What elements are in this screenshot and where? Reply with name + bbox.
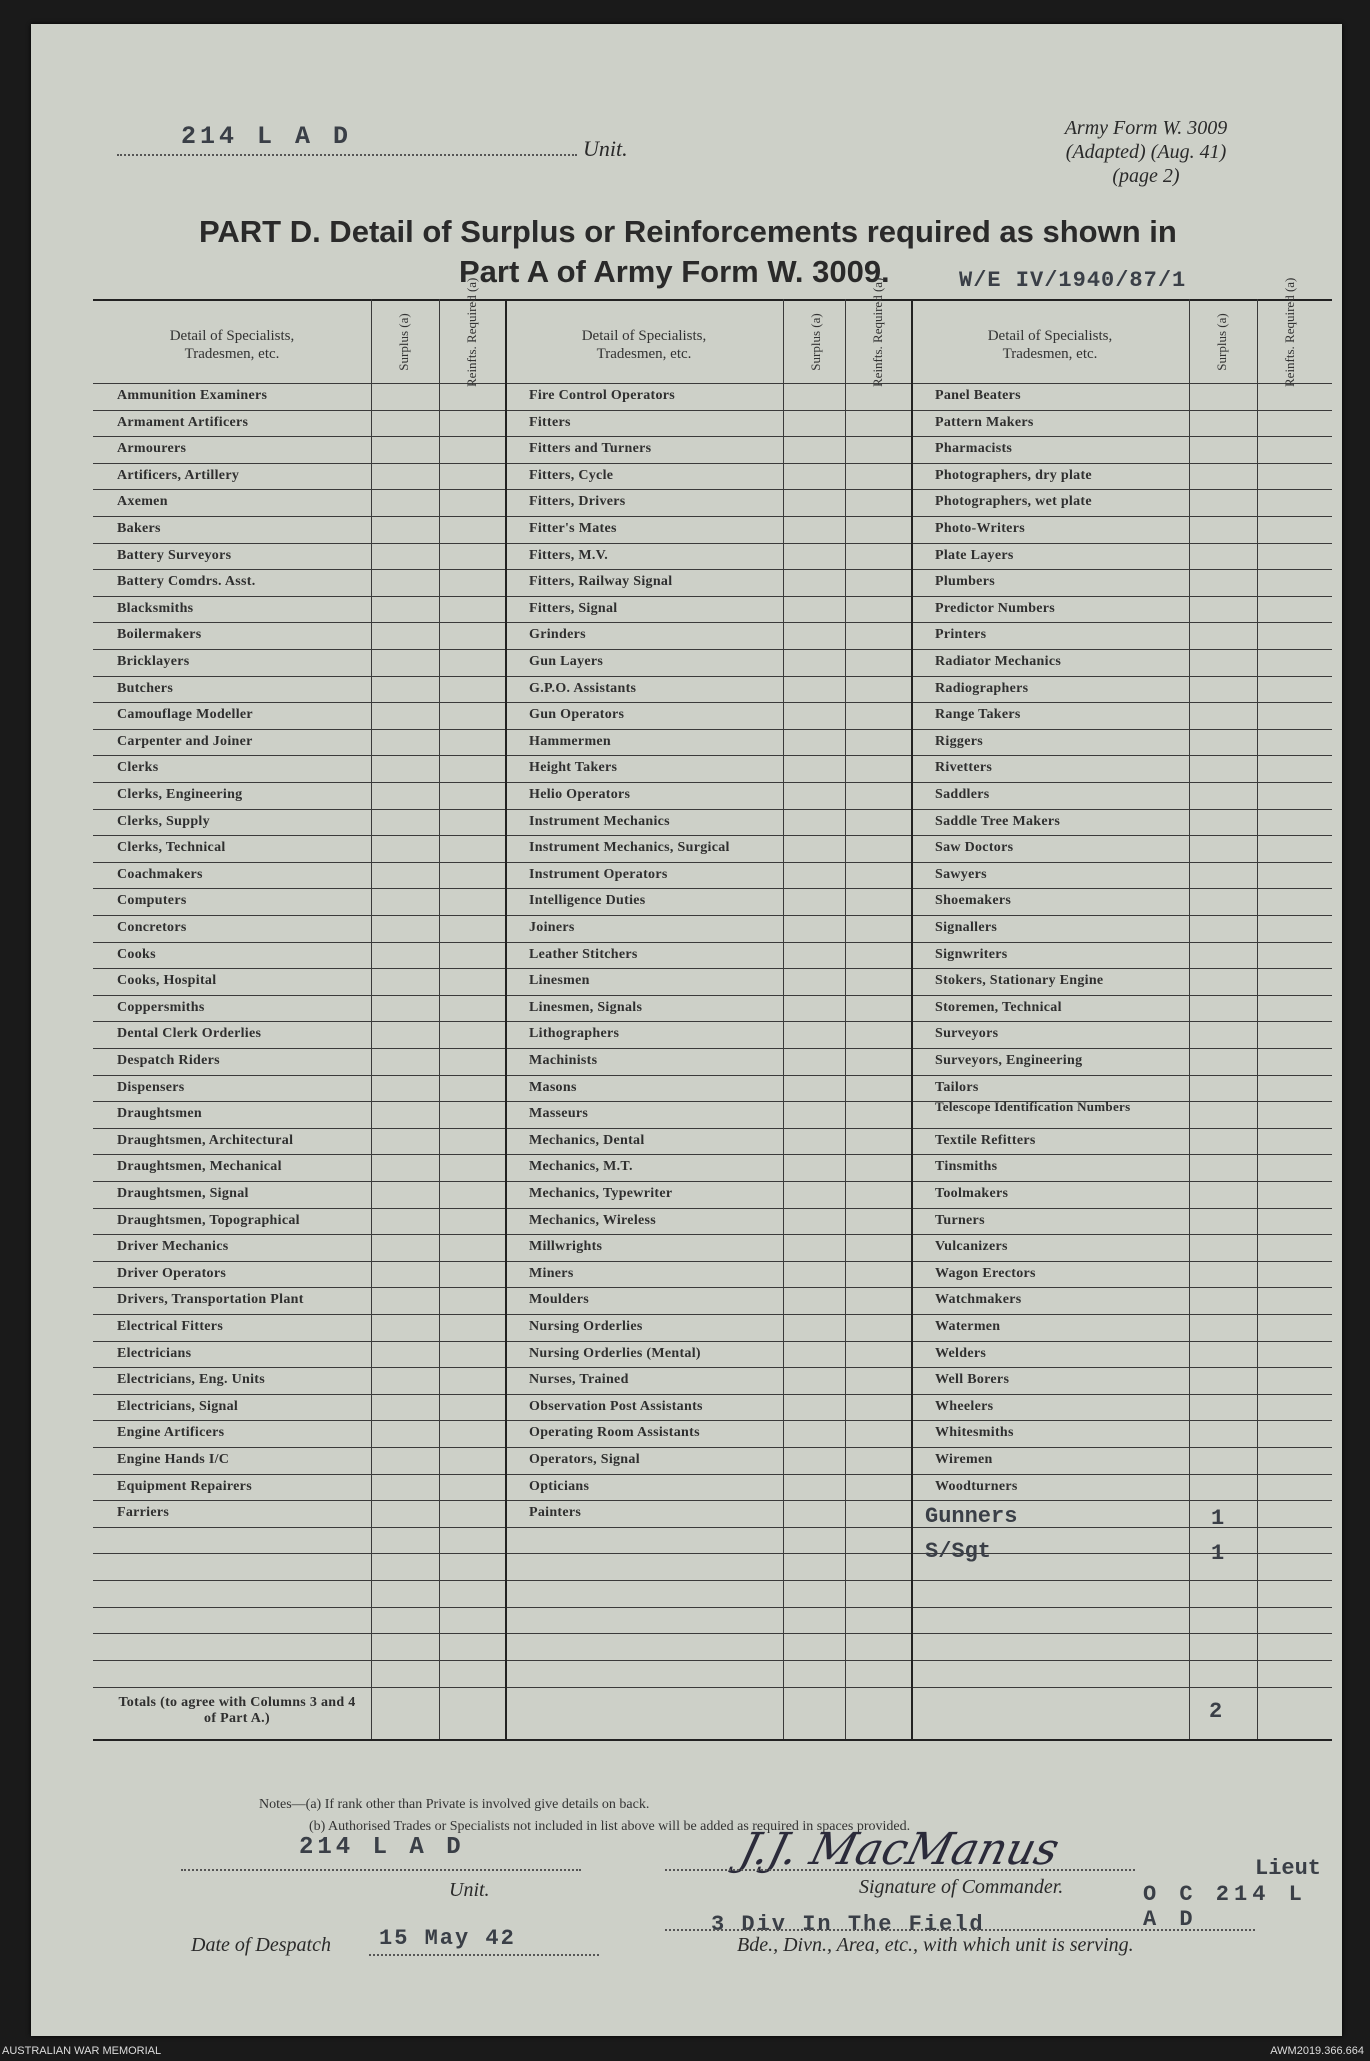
entry-label: Masseurs [529, 1106, 589, 1122]
signature-line [665, 1869, 1135, 1871]
entry-label: Fitters, Signal [529, 600, 618, 616]
table-row-line [93, 1075, 1332, 1076]
entry-label: Operators, Signal [529, 1452, 640, 1467]
section-divider [505, 299, 507, 1739]
entry-label: Surveyors [935, 1026, 999, 1042]
table-row-line [93, 1420, 1332, 1421]
table-row-line [93, 596, 1332, 597]
entry-label: Instrument Mechanics, Surgical [529, 840, 730, 856]
entry-label: Nursing Orderlies [529, 1319, 643, 1334]
entry-label: Saddlers [935, 787, 990, 802]
entry-label: Radiator Mechanics [935, 654, 1062, 669]
table-row-line [93, 1500, 1332, 1501]
bde-value: 3 Div In The Field [711, 1912, 985, 1937]
entry-label: Height Takers [529, 760, 618, 776]
entry-label: Driver Mechanics [117, 1239, 229, 1255]
entry-label: Telescope Identification Numbers [935, 1099, 1131, 1115]
section-divider [911, 299, 913, 1739]
entry-label: Cooks, Hospital [117, 973, 217, 989]
table-row-line [93, 968, 1332, 969]
entry-label: Grinders [529, 627, 586, 643]
entry-label: Bakers [117, 521, 161, 536]
table-row-line [93, 995, 1332, 996]
entry-label: Opticians [529, 1478, 590, 1494]
entry-label: Armament Artificers [117, 414, 249, 430]
footer-unit-value: 214 L A D [299, 1834, 465, 1861]
table-row-line [93, 1314, 1332, 1315]
col-divider [783, 299, 784, 1739]
extra-entry-label: Gunners [925, 1504, 1018, 1530]
entry-label: Masons [529, 1079, 577, 1095]
entry-label: Fitters, Cycle [529, 467, 614, 483]
table-header-border [93, 383, 1332, 384]
entry-label: Computers [117, 893, 187, 909]
entry-label: Blacksmiths [117, 600, 194, 616]
entry-label: Fitters [529, 414, 571, 430]
entry-label: Welders [935, 1345, 987, 1361]
unit-value: 214 L A D [181, 122, 353, 151]
entry-label: Lithographers [529, 1026, 620, 1042]
entry-label: Gun Layers [529, 654, 604, 669]
entry-label: Whitesmiths [935, 1425, 1014, 1441]
table-row-line [93, 1607, 1332, 1608]
table-bottom-border [93, 1739, 1332, 1741]
table-row-line [93, 1234, 1332, 1235]
col-divider [371, 299, 372, 1739]
table-row-line [93, 1048, 1332, 1049]
entry-label: Gun Operators [529, 707, 625, 723]
entry-label: Linesmen [529, 973, 590, 989]
entry-label: Armourers [117, 441, 187, 457]
rank: Lieut [1255, 1856, 1322, 1881]
entry-label: Fitters, M.V. [529, 547, 609, 563]
entry-label: Fire Control Operators [529, 388, 676, 403]
entry-label: Turners [935, 1212, 985, 1228]
entry-label: Moulders [529, 1292, 589, 1308]
totals-label: Totals (to agree with Columns 3 and 4 of Part A.) [118, 1695, 356, 1726]
entry-label: Drivers, Transportation Plant [117, 1292, 304, 1308]
table-row-line [93, 809, 1332, 810]
header-detail-1: Detail of Specialists, Tradesmen, etc. [169, 328, 295, 362]
entry-label: Printers [935, 627, 987, 643]
entry-label: Equipment Repairers [117, 1478, 252, 1494]
entry-label: Carpenter and Joiner [117, 733, 253, 749]
entry-label: Bricklayers [117, 654, 190, 669]
entry-label: Cooks [117, 946, 156, 962]
table-row-line [93, 835, 1332, 836]
entry-label: Hammermen [529, 733, 612, 749]
entry-label: Electrical Fitters [117, 1319, 224, 1334]
entry-label: Concretors [117, 920, 187, 935]
totals-surplus: 2 [1209, 1699, 1223, 1724]
entry-label: Tinsmiths [935, 1159, 998, 1175]
header-detail-2: Detail of Specialists, Tradesmen, etc. [581, 328, 707, 362]
entry-label: Draughtsmen, Mechanical [117, 1159, 282, 1175]
entry-label: Panel Beaters [935, 388, 1021, 403]
table-row-line [93, 782, 1332, 783]
entry-label: Electricians, Signal [117, 1398, 239, 1414]
entry-label: Millwrights [529, 1239, 603, 1255]
entry-label: Watermen [935, 1319, 1001, 1334]
form-ref-line1: Army Form W. 3009 [1064, 117, 1228, 139]
archive-name: AUSTRALIAN WAR MEMORIAL [2, 2045, 162, 2057]
entry-label: Coachmakers [117, 866, 203, 882]
entry-label: Engine Hands I/C [117, 1452, 230, 1467]
table-row-line [93, 1181, 1332, 1182]
entry-label: Draughtsmen, Signal [117, 1186, 249, 1201]
entry-label: Fitter's Mates [529, 521, 617, 536]
extra-entry-surplus: 1 [1211, 1506, 1225, 1532]
table-row-line [93, 516, 1332, 517]
table-row-line [93, 1287, 1332, 1288]
header-surplus-1: Surplus (a) [396, 313, 411, 371]
entry-label: Clerks, Supply [117, 813, 210, 829]
entry-label: Watchmakers [935, 1292, 1022, 1308]
entry-label: Painters [529, 1505, 582, 1521]
entry-label: Leather Stitchers [529, 946, 638, 962]
extra-entry-surplus: 1 [1211, 1540, 1225, 1566]
entry-label: Pharmacists [935, 441, 1013, 457]
header-surplus-2: Surplus (a) [808, 313, 823, 371]
table-top-border [93, 299, 1332, 301]
entry-label: Fitters and Turners [529, 441, 652, 457]
date-value: 15 May 42 [379, 1926, 516, 1951]
table-row-line [93, 1447, 1332, 1448]
entry-label: Surveyors, Engineering [935, 1053, 1083, 1068]
form-sheet [31, 24, 1342, 2036]
table-row-line [93, 463, 1332, 464]
table-row-line [93, 915, 1332, 916]
table-row-line [93, 1394, 1332, 1395]
table-row-line [93, 1527, 1332, 1528]
commander-signature: J.J. MacManus [734, 1824, 1065, 1875]
date-line [369, 1954, 599, 1956]
entry-label: Joiners [529, 920, 575, 935]
table-row-line [93, 489, 1332, 490]
entry-label: Rivetters [935, 760, 993, 776]
entry-label: Operating Room Assistants [529, 1425, 700, 1441]
entry-label: Storemen, Technical [935, 999, 1062, 1015]
officer-commanding: O C 214 L A D [1143, 1882, 1307, 1932]
form-ref-line2: (Adapted) (Aug. 41) [1065, 141, 1227, 163]
signature-label: Signature of Commander. [859, 1876, 1064, 1898]
table-totals-border [93, 1687, 1332, 1688]
entry-label: Riggers [935, 733, 983, 749]
entry-label: Mechanics, Wireless [529, 1212, 657, 1228]
entry-label: Artificers, Artillery [117, 467, 240, 483]
col-divider [439, 299, 440, 1739]
header-surplus-3: Surplus (a) [1214, 313, 1229, 371]
entry-label: Photographers, dry plate [935, 467, 1092, 483]
entry-label: Range Takers [935, 707, 1021, 723]
entry-label: Despatch Riders [117, 1053, 220, 1068]
table-row-line [93, 543, 1332, 544]
entry-label: Plate Layers [935, 547, 1014, 563]
table-row-line [93, 436, 1332, 437]
entry-label: Photographers, wet plate [935, 494, 1092, 510]
entry-label: Woodturners [935, 1478, 1018, 1494]
entry-label: Dental Clerk Orderlies [117, 1026, 262, 1042]
table-row-line [93, 410, 1332, 411]
entry-label: Textile Refitters [935, 1132, 1036, 1148]
header-reinf-2: Reinfts. Required (a) [870, 277, 885, 387]
entry-label: Machinists [529, 1053, 598, 1068]
unit-dotted-line [117, 154, 577, 156]
table-row-line [93, 862, 1332, 863]
form-reference [1021, 116, 1271, 188]
table-row-line [93, 888, 1332, 889]
entry-label: Coppersmiths [117, 999, 205, 1015]
table-row-line [93, 729, 1332, 730]
entry-label: Battery Surveyors [117, 547, 232, 563]
table-row-line [93, 1633, 1332, 1634]
entry-label: Boilermakers [117, 627, 202, 643]
entry-label: Linesmen, Signals [529, 999, 643, 1015]
table-row-line [93, 702, 1332, 703]
entry-label: Vulcanizers [935, 1239, 1008, 1255]
entry-label: Draughtsmen, Architectural [117, 1132, 294, 1148]
form-ref-line3: (page 2) [1112, 165, 1180, 187]
col-divider [1189, 299, 1190, 1739]
table-row-line [93, 649, 1332, 650]
entry-label: Shoemakers [935, 893, 1012, 909]
col-divider [1257, 299, 1258, 1739]
entry-label: Mechanics, M.T. [529, 1159, 633, 1175]
col-divider [845, 299, 846, 1739]
entry-label: Toolmakers [935, 1186, 1009, 1201]
entry-label: Saddle Tree Makers [935, 813, 1061, 829]
entry-label: Helio Operators [529, 787, 631, 802]
header-reinf-3: Reinfts. Required (a) [1282, 277, 1297, 387]
note-a: Notes—(a) If rank other than Private is involved give details on back. [259, 1797, 650, 1812]
table-row-line [93, 942, 1332, 943]
entry-label: Clerks [117, 760, 159, 776]
entry-label: G.P.O. Assistants [529, 680, 637, 696]
archive-id: AWM2019.366.664 [1270, 2045, 1364, 2057]
entry-label: Mechanics, Typewriter [529, 1186, 673, 1201]
entry-label: Instrument Mechanics [529, 813, 670, 829]
entry-label: Wheelers [935, 1398, 994, 1414]
table-row-line [93, 1021, 1332, 1022]
note-b: (b) Authorised Trades or Specialists not included in list above will be added as required in spaces provided. [309, 1819, 911, 1834]
entry-label: Camouflage Modeller [117, 707, 253, 723]
entry-label: Mechanics, Dental [529, 1132, 645, 1148]
entry-label: Farriers [117, 1505, 170, 1521]
entry-label: Stokers, Stationary Engine [935, 973, 1104, 989]
entry-label: Sawyers [935, 866, 987, 882]
entry-label: Clerks, Engineering [117, 787, 243, 802]
table-row-line [93, 1660, 1332, 1661]
bde-label: Bde., Divn., Area, etc., with which unit is serving. [737, 1934, 1134, 1956]
entry-label: Photo-Writers [935, 521, 1025, 536]
entry-label: Clerks, Technical [117, 840, 226, 856]
footer-unit-label: Unit. [449, 1879, 490, 1901]
unit-label: Unit. [583, 136, 628, 161]
entry-label: Dispensers [117, 1079, 185, 1095]
entry-label: Signallers [935, 920, 998, 935]
entry-label: Observation Post Assistants [529, 1398, 703, 1414]
entry-label: Instrument Operators [529, 866, 668, 882]
entry-label: Driver Operators [117, 1265, 227, 1281]
entry-label: Predictor Numbers [935, 600, 1056, 616]
table-row-line [93, 622, 1332, 623]
table-row-line [93, 1154, 1332, 1155]
entry-label: Intelligence Duties [529, 893, 646, 909]
bde-line [665, 1929, 1255, 1931]
table-row-line [93, 1341, 1332, 1342]
entry-label: Axemen [117, 494, 168, 510]
table-row-line [93, 1261, 1332, 1262]
entry-label: Signwriters [935, 946, 1008, 962]
table-row-line [93, 1101, 1332, 1102]
title-line2: Part A of Army Form W. 3009. [459, 254, 890, 289]
entry-label: Electricians [117, 1345, 192, 1361]
extra-entry-label: S/Sgt [925, 1538, 992, 1564]
entry-label: Well Borers [935, 1372, 1010, 1388]
table-row-line [93, 1580, 1332, 1581]
date-label: Date of Despatch [191, 1934, 331, 1956]
entry-label: Saw Doctors [935, 840, 1014, 856]
entry-label: Electricians, Eng. Units [117, 1372, 265, 1388]
entry-label: Fitters, Railway Signal [529, 574, 673, 590]
header-reinf-1: Reinfts. Required (a) [464, 277, 479, 387]
entry-label: Plumbers [935, 574, 995, 590]
table-row-line [93, 1553, 1332, 1554]
table-row-line [93, 1367, 1332, 1368]
title-line1: PART D. Detail of Surplus or Reinforcements required as shown in [199, 214, 1177, 249]
entry-label: Miners [529, 1265, 574, 1281]
table-row-line [93, 755, 1332, 756]
entry-label: Radiographers [935, 680, 1029, 696]
entry-label: Wiremen [935, 1452, 993, 1467]
entry-label: Butchers [117, 680, 174, 696]
table-row-line [93, 1474, 1332, 1475]
table-row-line [93, 1128, 1332, 1129]
table-row-line [93, 676, 1332, 677]
entry-label: Wagon Erectors [935, 1265, 1036, 1281]
entry-label: Pattern Makers [935, 414, 1034, 430]
entry-label: Tailors [935, 1079, 979, 1095]
table-row-line [93, 1208, 1332, 1209]
entry-label: Draughtsmen, Topographical [117, 1212, 300, 1228]
entry-label: Ammunition Examiners [117, 388, 268, 403]
entry-label: Fitters, Drivers [529, 494, 626, 510]
we-code: W/E IV/1940/87/1 [959, 268, 1187, 293]
entry-label: Battery Comdrs. Asst. [117, 574, 256, 590]
footer-unit-line [181, 1869, 581, 1871]
entry-label: Nursing Orderlies (Mental) [529, 1345, 701, 1361]
entry-label: Draughtsmen [117, 1106, 202, 1122]
entry-label: Engine Artificers [117, 1425, 225, 1441]
header-detail-3: Detail of Specialists, Tradesmen, etc. [987, 328, 1113, 362]
entry-label: Nurses, Trained [529, 1372, 629, 1388]
table-row-line [93, 569, 1332, 570]
